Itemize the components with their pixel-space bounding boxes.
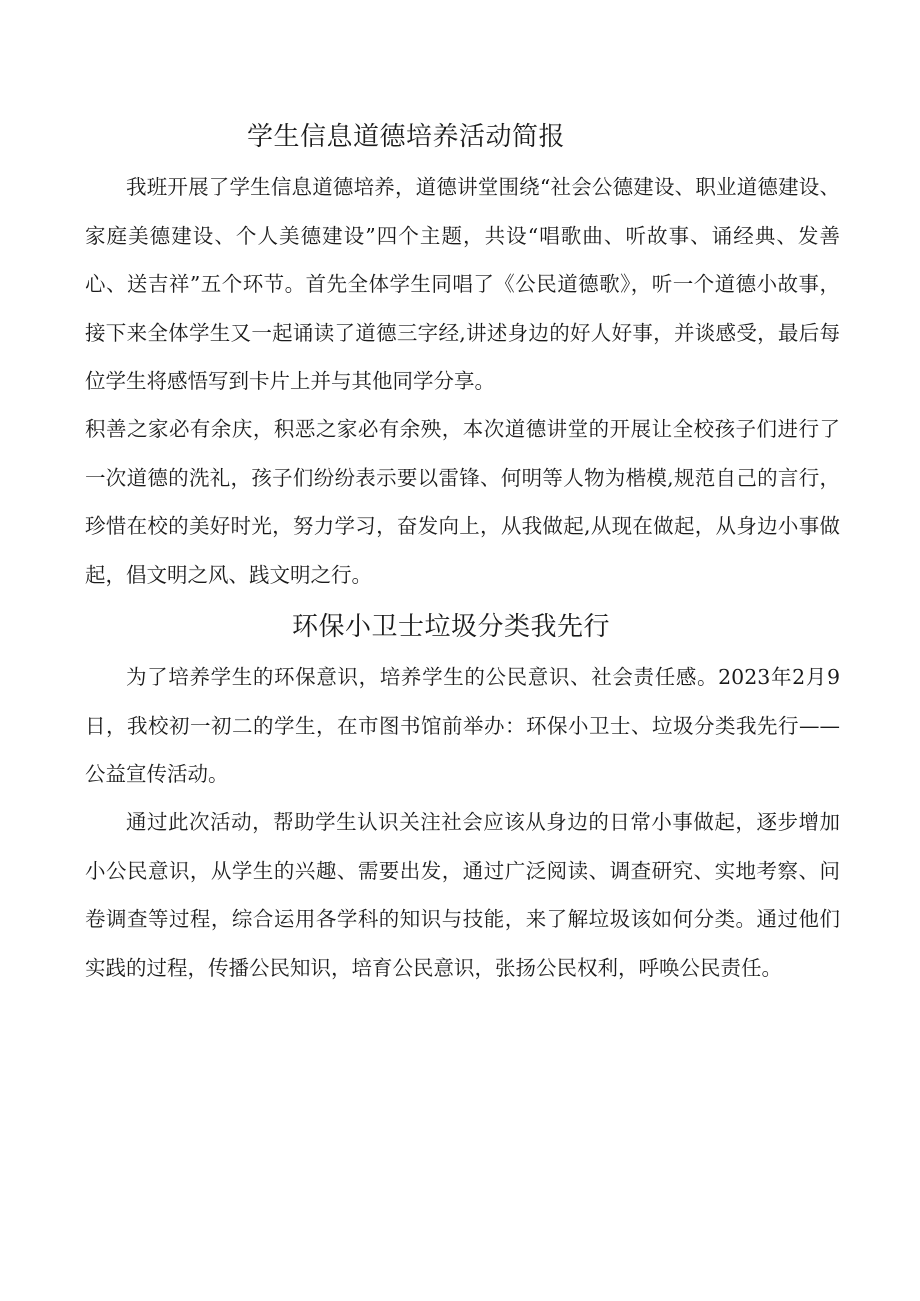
section-title-garbage-sorting: 环保小卫士垃圾分类我先行	[292, 612, 611, 642]
paragraph-event-purpose: 通过此次活动，帮助学生认识关注社会应该从身边的日常小事做起，逐步增加小公民意识，从学生的兴趣、需要出发，通过广泛阅读、调查研究、实地考察、问卷调查等过程，综合运用各学科的知识与技能，来了解垃圾该如何分类。通过他们实践的过程，传播公民知识，培育公民意识，张扬公民权利，呼唤公民责任。	[85, 810, 840, 980]
section-title-info-ethics: 学生信息道德培养活动简报	[247, 122, 566, 152]
paragraph-event-intro: 为了培养学生的环保意识，培养学生的公民意识、社会责任感。2023年2月9日，我校初一初二的学生，在市图书馆前举办：环保小卫士、垃圾分类我先行——公益宣传活动。	[85, 665, 840, 787]
paragraph-moral-reflection: 积善之家必有余庆，积恶之家必有余殃，本次道德讲堂的开展让全校孩子们进行了一次道德的洗礼，孩子们纷纷表示要以雷锋、何明等人物为楷模,规范自己的言行，珍惜在校的美好时光，努力学习，奋发向上，从我做起,从现在做起，从身边小事做起，倡文明之风、践文明之行。	[85, 417, 840, 587]
paragraph-activity-summary: 我班开展了学生信息道德培养，道德讲堂围绕“社会公德建设、职业道德建设、家庭美德建设、个人美德建设”四个主题，共设“唱歌曲、听故事、诵经典、发善心、送吉祥”五个环节。首先全体学生同唱了《公民道德歌》，听一个道德小故事，接下来全体学生又一起诵读了道德三字经,讲述身边的好人好事，并谈感受，最后每位学生将感悟写到卡片上并与其他同学分享。	[85, 175, 840, 394]
